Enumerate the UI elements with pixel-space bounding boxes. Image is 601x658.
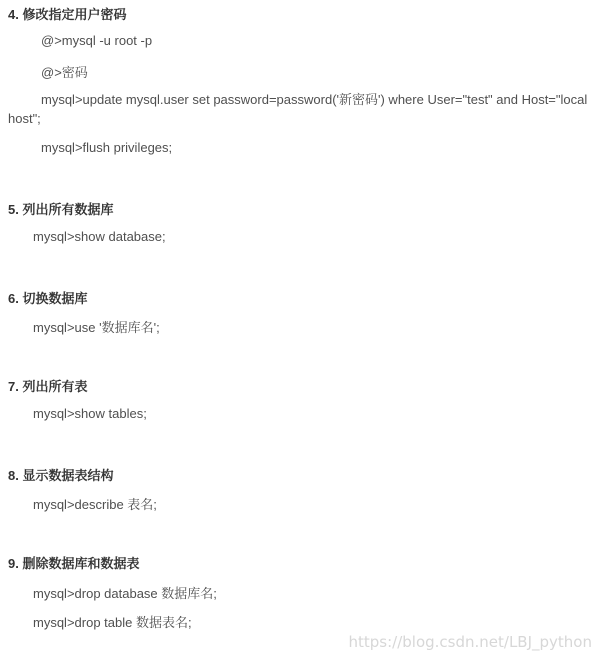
code-line: mysql>use '数据库名';	[33, 320, 160, 335]
section-heading-switch-database: 6. 切换数据库	[8, 291, 88, 306]
code-line: mysql>show database;	[33, 229, 166, 244]
section-heading-list-databases: 5. 列出所有数据库	[8, 202, 114, 217]
code-line: @>mysql -u root -p	[41, 33, 153, 48]
section-heading-change-password: 4. 修改指定用户密码	[8, 7, 127, 22]
code-line: mysql>describe 表名;	[33, 497, 157, 512]
code-line: mysql>show tables;	[33, 406, 147, 421]
code-line: mysql>flush privileges;	[41, 140, 173, 155]
code-line-text: mysql>update mysql.user set password=password('新密码') where User="test" and Host="localhost";	[8, 92, 588, 126]
code-line: mysql>drop table 数据表名;	[33, 615, 192, 630]
code-line: mysql>drop database 数据库名;	[33, 586, 217, 601]
code-line: @>密码	[41, 65, 88, 80]
watermark: https://blog.csdn.net/LBJ_python	[348, 633, 592, 651]
section-heading-describe-table: 8. 显示数据表结构	[8, 468, 114, 483]
section-heading-drop: 9. 删除数据库和数据表	[8, 556, 140, 571]
section-heading-list-tables: 7. 列出所有表	[8, 379, 88, 394]
code-line-wrapped	[8, 90, 588, 128]
